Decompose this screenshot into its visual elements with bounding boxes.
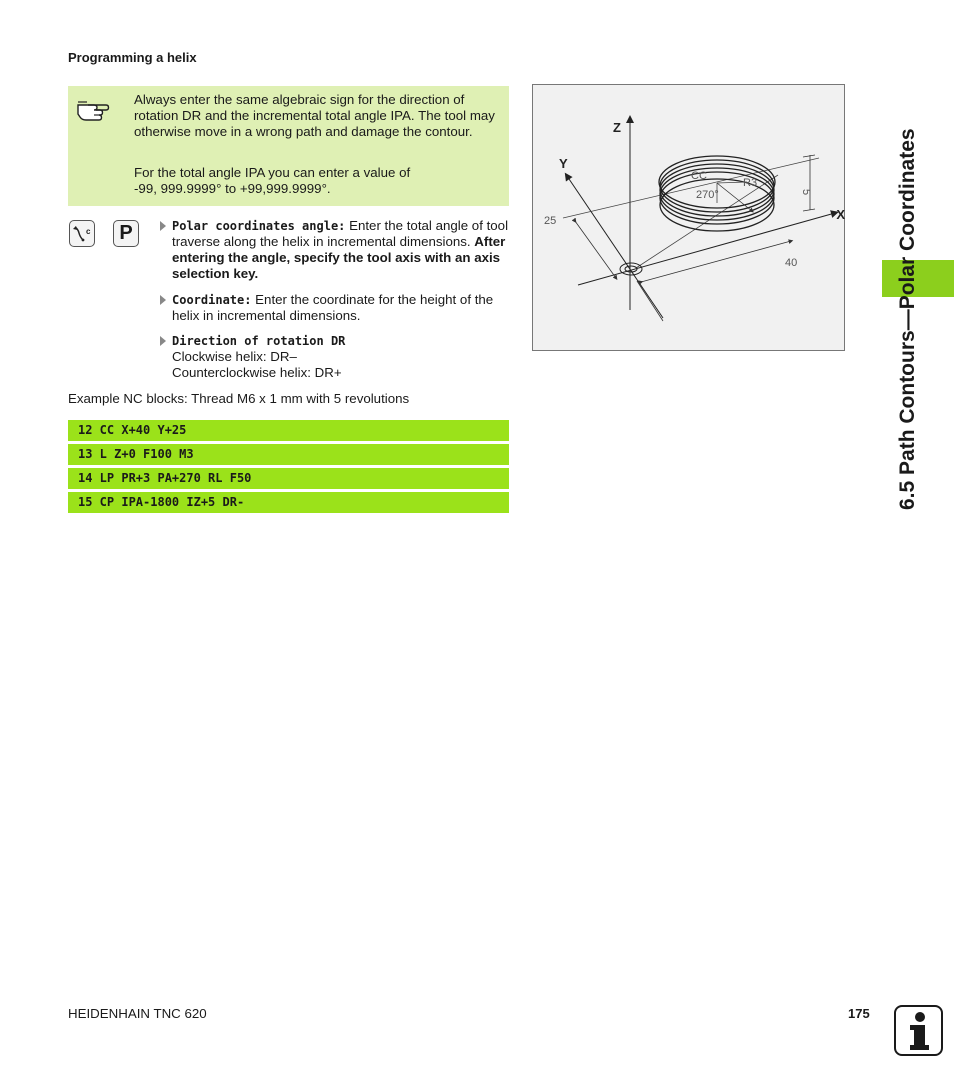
chapter-side-title (884, 70, 926, 530)
section-title: Programming a helix (68, 50, 197, 65)
helix-diagram (533, 85, 844, 350)
helix-figure (532, 84, 845, 351)
example-caption: Example NC blocks: Thread M6 x 1 mm with 5 revolutions (68, 391, 410, 406)
footer-product: HEIDENHAIN TNC 620 (68, 1006, 207, 1021)
pointing-hand-icon (76, 96, 110, 122)
item-coordinate: Coordinate: Enter the coordinate for the height of the helix in incremental dimensions. (160, 292, 512, 324)
x-dimension-label: 40 (785, 257, 798, 269)
page-number: 175 (848, 1006, 870, 1021)
triangle-bullet-icon (160, 295, 166, 305)
cc-label: CC (691, 170, 707, 182)
dimension-line-25 (575, 221, 616, 278)
helix-path-key-icon (69, 220, 95, 247)
info-icon (894, 1005, 943, 1056)
note-paragraph-2: For the total angle IPA you can enter a value of -99, 999.9999° to +99,999.9999°. (134, 165, 411, 196)
path-key-glyph: c (86, 227, 91, 236)
angle-label: 270° (696, 189, 719, 201)
z-axis-label: Z (613, 120, 621, 135)
height-dimension-label: 5 (800, 189, 812, 196)
nc-block: 15 CP IPA-1800 IZ+5 DR- (68, 492, 509, 513)
triangle-bullet-icon (160, 336, 166, 346)
triangle-bullet-icon (160, 221, 166, 231)
note-box (68, 86, 509, 206)
polar-coordinates-key: P (113, 220, 139, 247)
y-axis (567, 176, 663, 318)
y-dimension-label: 25 (544, 215, 557, 227)
nc-block: 13 L Z+0 F100 M3 (68, 444, 509, 465)
y-axis-label: Y (559, 156, 568, 171)
nc-block: 12 CC X+40 Y+25 (68, 420, 509, 441)
x-axis-label: X (836, 207, 845, 222)
item-polar-angle: Polar coordinates angle: Enter the total angle of tool traverse along the helix in incremental dimensions. After entering the angle, specify the tool axis with an axis selection key. (160, 218, 512, 282)
radius-label: R3 (743, 177, 758, 189)
nc-block: 14 LP PR+3 PA+270 RL F50 (68, 468, 509, 489)
svg-text:6.5 Path Contours—Polar Coordi: 6.5 Path Contours—Polar Coordinates (896, 128, 919, 510)
item-direction: Direction of rotation DR Clockwise helix: DR– Counterclockwise helix: DR+ (160, 333, 512, 381)
note-paragraph-1: Always enter the same algebraic sign for the direction of rotation DR and the incremental total angle IPA. The tool may otherwise move in a wrong path and damage the contour. (134, 92, 495, 139)
start-point-marker (620, 263, 642, 275)
